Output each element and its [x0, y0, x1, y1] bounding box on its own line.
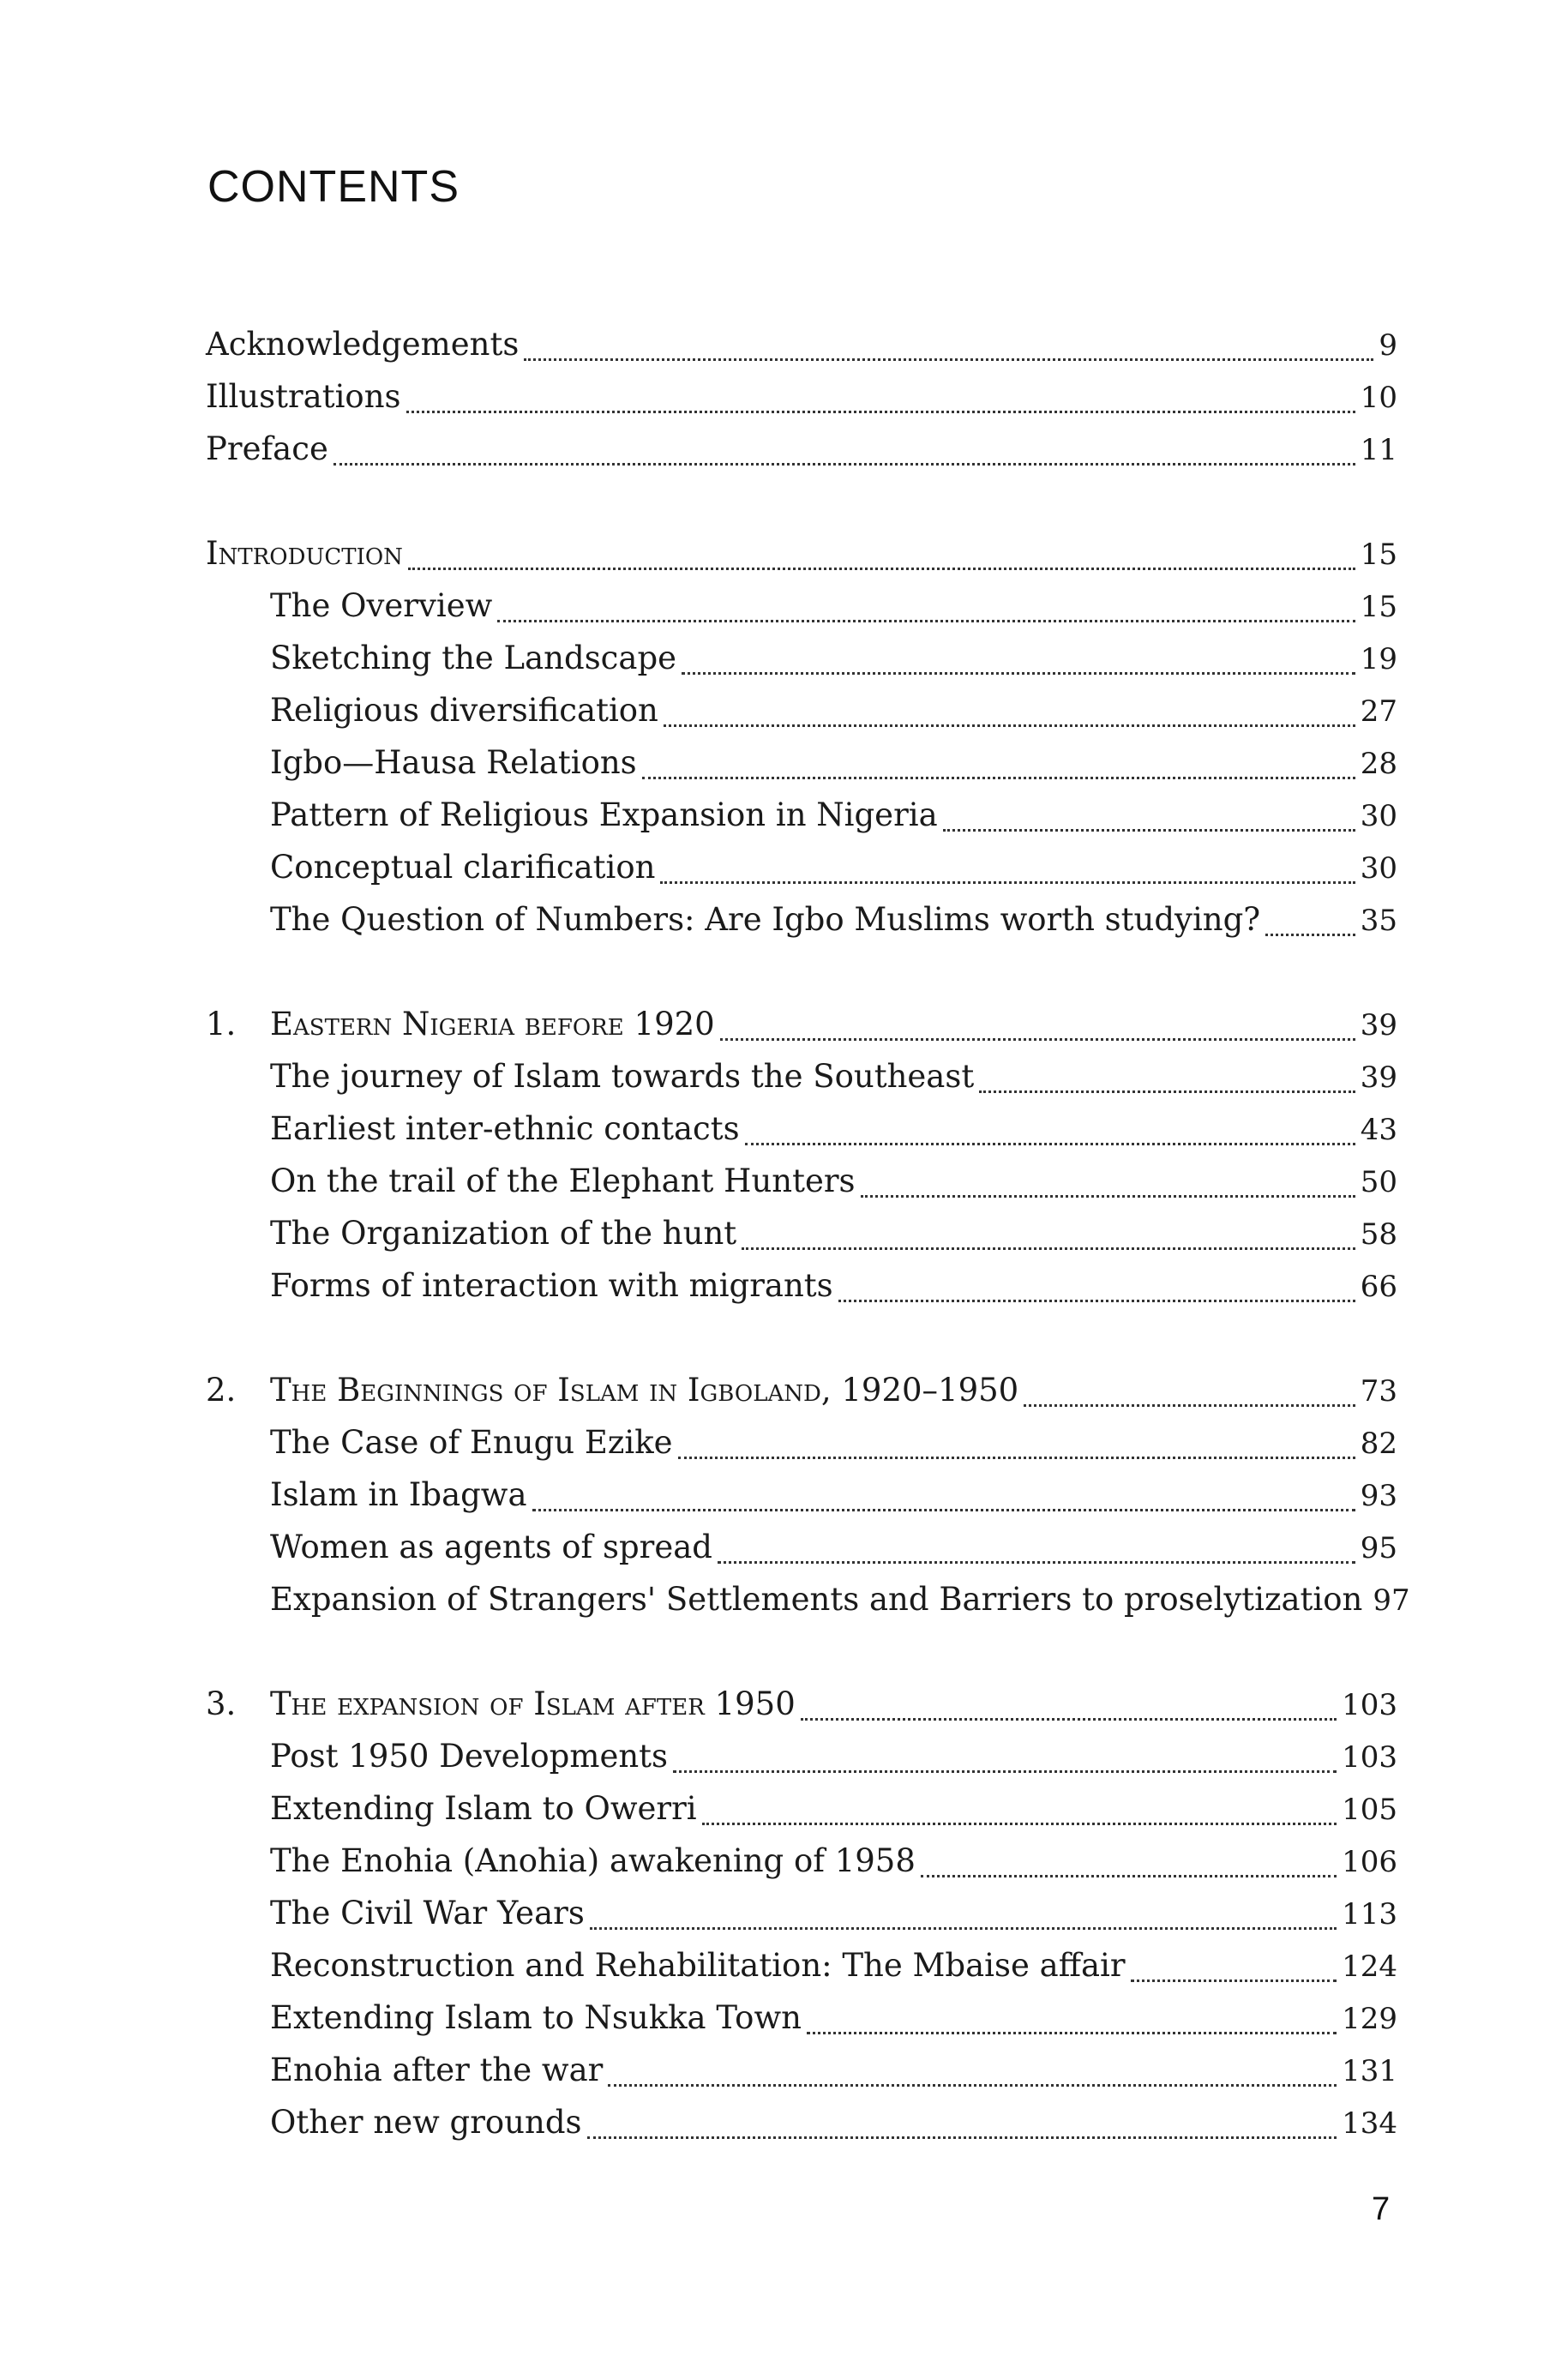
- toc-section-label: Earliest inter-ethnic contacts: [270, 1110, 740, 1147]
- dot-leader: [587, 2136, 1337, 2139]
- introduction-group: [206, 535, 1397, 953]
- dot-leader: [943, 829, 1355, 832]
- toc-section-page: 19: [1360, 642, 1397, 676]
- toc-section-label: On the trail of the Elephant Hunters: [270, 1162, 856, 1199]
- dot-leader: [532, 1509, 1355, 1511]
- toc-entry-page: 15: [1360, 538, 1397, 572]
- toc-section-label: Sketching the Landscape: [270, 640, 677, 676]
- toc-section-page: 27: [1360, 694, 1397, 729]
- chapter-number: 3.: [206, 1685, 237, 1722]
- toc-section[interactable]: [206, 849, 1397, 901]
- toc-section-page: 113: [1342, 1897, 1397, 1931]
- toc-section-page: 93: [1360, 1479, 1397, 1513]
- toc-section-label: Igbo—Hausa Relations: [270, 744, 637, 781]
- toc-entry-acknowledgements[interactable]: [206, 326, 1397, 378]
- toc-section[interactable]: [206, 1476, 1397, 1529]
- toc-section-label: The Civil War Years: [270, 1895, 585, 1931]
- toc-entry-page: 10: [1360, 381, 1397, 415]
- chapter-3-group: [206, 1685, 1397, 2156]
- toc-section-label: Islam in Ibagwa: [270, 1476, 527, 1513]
- dot-leader: [678, 1457, 1355, 1459]
- toc-entry-label: Illustrations: [206, 378, 401, 415]
- toc-section[interactable]: [206, 1162, 1397, 1215]
- toc-section-page: 103: [1342, 1740, 1397, 1775]
- dot-leader: [720, 1038, 1355, 1041]
- toc-entry-page: 103: [1342, 1688, 1397, 1722]
- dot-leader: [497, 620, 1355, 622]
- toc-section[interactable]: [206, 2104, 1397, 2156]
- chapter-title: The Beginnings of Islam in Igboland, 1920–1950: [270, 1372, 1019, 1409]
- dot-leader: [664, 724, 1355, 727]
- front-matter-group: [206, 326, 1397, 483]
- toc-section-page: 134: [1342, 2106, 1397, 2141]
- toc-section-page: 39: [1360, 1060, 1397, 1095]
- toc-chapter-3[interactable]: [206, 1685, 1397, 1738]
- toc-section-page: 43: [1360, 1113, 1397, 1147]
- dot-leader: [642, 777, 1355, 779]
- toc-section-label: Extending Islam to Nsukka Town: [270, 1999, 802, 2036]
- toc-section-page: 124: [1342, 1949, 1397, 1984]
- dot-leader: [333, 463, 1355, 466]
- toc-section-label: The Organization of the hunt: [270, 1215, 737, 1252]
- toc-section-page: 106: [1342, 1845, 1397, 1879]
- chapter-title: Eastern Nigeria before 1920: [270, 1006, 715, 1042]
- toc-section-label: The Case of Enugu Ezike: [270, 1424, 673, 1461]
- dot-leader: [1265, 934, 1355, 936]
- toc-entry-page: 39: [1360, 1008, 1397, 1042]
- toc-section-label: Conceptual clarification: [270, 849, 656, 886]
- toc-section-page: 105: [1342, 1793, 1397, 1827]
- toc-section-page: 35: [1360, 904, 1397, 938]
- toc-entry-label: Acknowledgements: [206, 326, 520, 363]
- toc-section[interactable]: [206, 1842, 1397, 1895]
- toc-section[interactable]: [206, 1215, 1397, 1267]
- toc-section[interactable]: [206, 1947, 1397, 1999]
- dot-leader: [742, 1247, 1355, 1250]
- dot-leader: [702, 1823, 1337, 1825]
- toc-section-page: 129: [1342, 2002, 1397, 2036]
- toc-section-label: Extending Islam to Owerri: [270, 1790, 697, 1827]
- dot-leader: [682, 672, 1355, 675]
- toc-section[interactable]: [206, 1529, 1397, 1581]
- toc-section-page: 95: [1360, 1531, 1397, 1565]
- dot-leader: [524, 358, 1373, 361]
- toc-entry-page: 11: [1360, 433, 1397, 467]
- dot-leader: [1131, 1979, 1337, 1982]
- toc-section[interactable]: [206, 901, 1397, 953]
- table-of-contents: [206, 326, 1410, 2156]
- dot-leader: [406, 411, 1355, 413]
- toc-section-label: Post 1950 Developments: [270, 1738, 669, 1775]
- toc-section[interactable]: [206, 2052, 1397, 2104]
- toc-entry-preface[interactable]: [206, 430, 1397, 483]
- toc-section-page: 58: [1360, 1217, 1397, 1252]
- toc-entry-label: Preface: [206, 430, 328, 467]
- toc-chapter-1[interactable]: [206, 1006, 1397, 1058]
- toc-section-label: Pattern of Religious Expansion in Nigeria: [270, 796, 938, 833]
- toc-section-label: Reconstruction and Rehabilitation: The Mbaise affair: [270, 1947, 1126, 1984]
- toc-section-label: Women as agents of spread: [270, 1529, 712, 1565]
- toc-section[interactable]: [206, 1738, 1397, 1790]
- toc-section-label: Religious diversification: [270, 692, 658, 729]
- toc-section-page: 30: [1360, 851, 1397, 886]
- toc-section-page: 50: [1360, 1165, 1397, 1199]
- toc-section[interactable]: [206, 1267, 1397, 1319]
- toc-section-label: The Question of Numbers: Are Igbo Muslims worth studying?: [270, 901, 1261, 938]
- toc-section[interactable]: [206, 1058, 1397, 1110]
- dot-leader: [861, 1195, 1355, 1198]
- toc-entry-illustrations[interactable]: [206, 378, 1397, 430]
- dot-leader: [979, 1090, 1355, 1093]
- dot-leader: [590, 1927, 1337, 1930]
- dot-leader: [718, 1561, 1355, 1564]
- toc-section-page: 82: [1360, 1427, 1397, 1461]
- toc-section[interactable]: [206, 692, 1397, 744]
- toc-section[interactable]: [206, 796, 1397, 849]
- toc-section[interactable]: [206, 1581, 1410, 1633]
- chapter-1-group: [206, 1006, 1397, 1319]
- dot-leader: [745, 1143, 1355, 1145]
- chapter-number: 1.: [206, 1006, 237, 1042]
- dot-leader: [608, 2084, 1337, 2087]
- toc-section-label: The Enohia (Anohia) awakening of 1958: [270, 1842, 916, 1879]
- toc-entry-page: 9: [1379, 328, 1397, 363]
- toc-entry-introduction[interactable]: [206, 535, 1397, 587]
- dot-leader: [838, 1300, 1355, 1302]
- toc-section-page: 30: [1360, 799, 1397, 833]
- dot-leader: [673, 1770, 1337, 1773]
- page-number: 7: [1372, 2191, 1391, 2227]
- toc-section-label: Enohia after the war: [270, 2052, 604, 2088]
- toc-section-label: The Overview: [270, 587, 493, 624]
- toc-section[interactable]: [206, 1999, 1397, 2052]
- toc-section-page: 15: [1360, 590, 1397, 624]
- chapter-2-group: [206, 1372, 1410, 1633]
- toc-section-page: 131: [1342, 2054, 1397, 2088]
- chapter-number: 2.: [206, 1372, 237, 1409]
- dot-leader: [801, 1718, 1337, 1721]
- toc-section-page: 66: [1360, 1270, 1397, 1304]
- toc-section[interactable]: [206, 1895, 1397, 1947]
- toc-entry-page: 73: [1360, 1374, 1397, 1409]
- chapter-title: The expansion of Islam after 1950: [270, 1685, 796, 1722]
- toc-section-page: 97: [1373, 1583, 1410, 1618]
- toc-section-page: 28: [1360, 747, 1397, 781]
- toc-section[interactable]: [206, 744, 1397, 796]
- toc-section[interactable]: [206, 640, 1397, 692]
- dot-leader: [1024, 1404, 1355, 1407]
- toc-section-label: Other new grounds: [270, 2104, 582, 2141]
- page-title: CONTENTS: [207, 162, 460, 212]
- toc-section-label: The journey of Islam towards the Southeast: [270, 1058, 975, 1095]
- part-title: Introduction: [206, 535, 403, 572]
- toc-section-label: Forms of interaction with migrants: [270, 1267, 833, 1304]
- toc-section[interactable]: [206, 1790, 1397, 1842]
- toc-section[interactable]: [206, 1110, 1397, 1162]
- toc-section[interactable]: [206, 587, 1397, 640]
- dot-leader: [921, 1875, 1337, 1877]
- dot-leader: [408, 568, 1355, 570]
- toc-chapter-2[interactable]: [206, 1372, 1397, 1424]
- toc-section[interactable]: [206, 1424, 1397, 1476]
- toc-section-label: Expansion of Strangers' Settlements and Barriers to proselytization: [270, 1581, 1363, 1618]
- dot-leader: [660, 881, 1355, 884]
- dot-leader: [807, 2032, 1337, 2034]
